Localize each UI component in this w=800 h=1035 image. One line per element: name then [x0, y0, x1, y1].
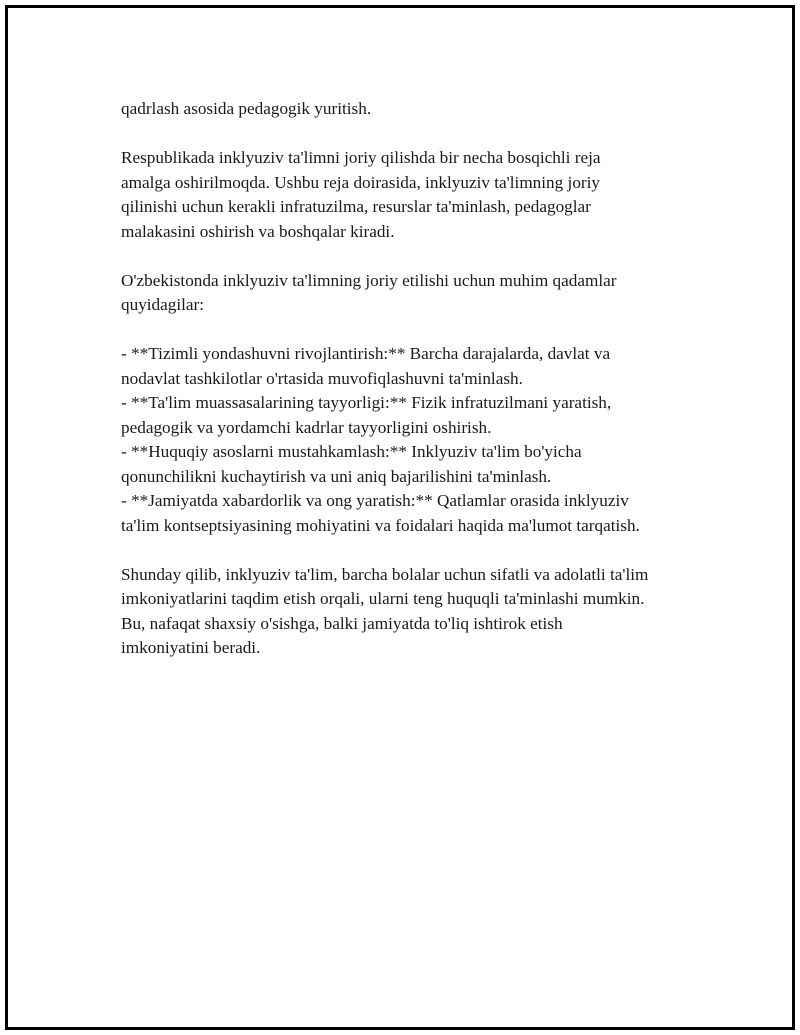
paragraph-implementation-plan: Respublikada inklyuziv ta'limni joriy qilishda bir necha bosqichli reja amalga oshirilmoqda. Ushbu reja doirasida, inklyuziv ta'limning joriy qilinishi uchun kerakli infratuzilma, resurslar ta'minlash, pedagoglar malakasini oshirish va boshqalar kiradi. [121, 148, 601, 241]
steps-list [121, 342, 711, 538]
list-item: - **Ta'lim muassasalarining tayyorligi:** Fizik infratuzilmani yaratish, pedagogik va yordamchi kadrlar tayyorligini oshirish. [121, 393, 612, 437]
list-item: - **Huquqiy asoslarni mustahkamlash:** Inklyuziv ta'lim bo'yicha qonunchilikni kuchaytirish va uni aniq bajarilishini ta'minlash. [121, 442, 582, 486]
paragraph-steps-intro: O'zbekistonda inklyuziv ta'limning joriy etilishi uchun muhim qadamlar quyidagilar: [121, 270, 617, 314]
paragraph-continuation: qadrlash asosida pedagogik yuritish. [121, 99, 372, 118]
document-body [121, 97, 711, 685]
paragraph-conclusion: Shunday qilib, inklyuziv ta'lim, barcha bolalar uchun sifatli va adolatli ta'lim imkoniyatlarini taqdim etish orqali, ularni teng huquqli ta'minlashi mumkin. Bu, nafaqat shaxsiy o'sishga, balki jamiyatda to'liq ishtirok etish imkoniyatini beradi. [121, 564, 649, 657]
list-item: - **Jamiyatda xabardorlik va ong yaratish:** Qatlamlar orasida inklyuziv ta'lim kontseptsiyasining mohiyatini va foidalari haqida ma'lumot tarqatish. [121, 491, 640, 535]
list-item: - **Tizimli yondashuvni rivojlantirish:** Barcha darajalarda, davlat va nodavlat tashkilotlar o'rtasida muvofiqlashuvni ta'minlash. [121, 344, 611, 388]
document-page [5, 5, 795, 1030]
